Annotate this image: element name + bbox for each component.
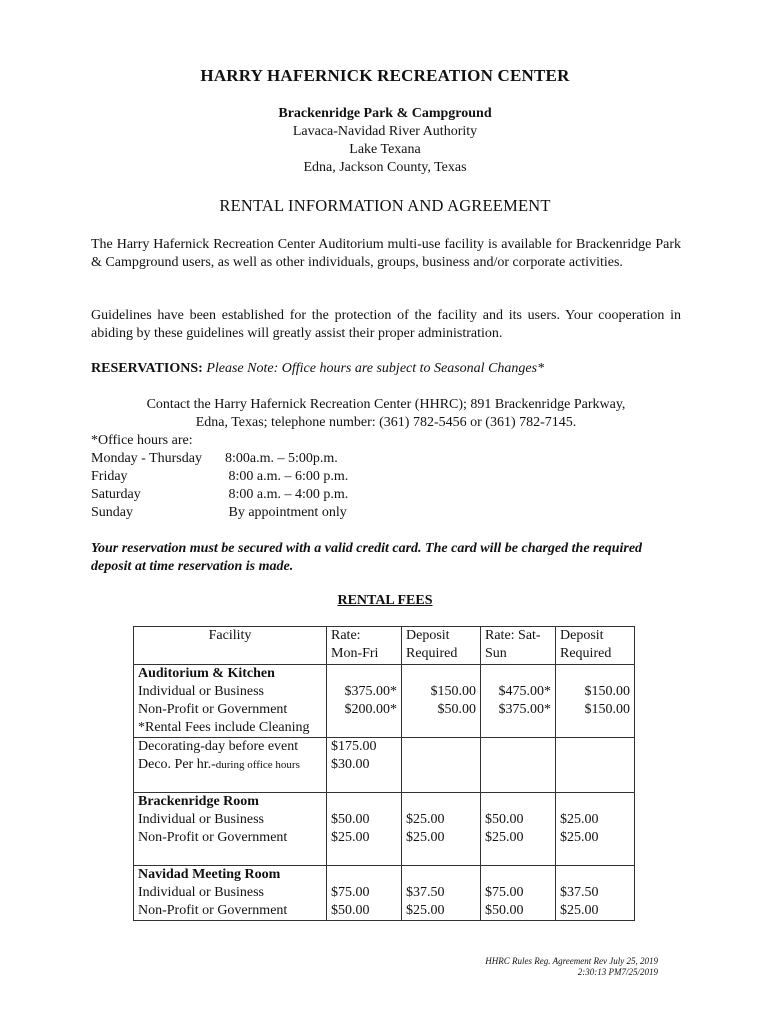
contact-info xyxy=(91,396,681,432)
navidad-rate-weekday: $75.00 $50.00 xyxy=(327,866,402,921)
authority-name: Lavaca-Navidad River Authority xyxy=(292,124,478,139)
hours-row xyxy=(91,486,348,504)
hours-day: Sunday xyxy=(91,505,133,520)
facility-brackenridge: Brackenridge Room Individual or Business Non-Profit or Government xyxy=(134,793,327,866)
rental-fees-table xyxy=(133,626,635,921)
guidelines-paragraph: Guidelines have been established for the protection of the facility and its users. Your cooperation in abiding by these guidelines will greatly assist their proper administration. xyxy=(91,308,681,341)
hours-time: 8:00 a.m. – 4:00 p.m. xyxy=(225,487,349,502)
hours-row xyxy=(91,468,348,486)
table-row xyxy=(134,866,635,921)
location: Edna, Jackson County, Texas xyxy=(303,160,467,175)
park-name: Brackenridge Park & Campground xyxy=(278,106,492,121)
brackenridge-deposit: $25.00 $25.00 xyxy=(402,793,481,866)
reservations-note: Please Note: Office hours are subject to Seasonal Changes* xyxy=(206,361,545,376)
table-header-row xyxy=(134,627,635,665)
auditorium-deposit: $150.00 $50.00 xyxy=(402,665,481,738)
hours-row xyxy=(91,504,348,522)
navidad-rate-weekend: $75.00 $50.00 xyxy=(481,866,556,921)
brackenridge-rate-weekend: $50.00 $25.00 xyxy=(481,793,556,866)
navidad-deposit-weekend: $37.50 $25.00 xyxy=(556,866,635,921)
brackenridge-rate-weekday: $50.00 $25.00 xyxy=(327,793,402,866)
hours-time: 8:00 a.m. – 6:00 p.m. xyxy=(225,469,349,484)
decorating-rate: $175.00 $30.00 xyxy=(327,738,402,793)
contact-line-1: Contact the Harry Hafernick Recreation Center (HHRC); 891 Brackenridge Parkway, xyxy=(146,397,626,412)
table-row xyxy=(134,793,635,866)
decorating-rate-weekend xyxy=(481,738,556,793)
table-row xyxy=(134,738,635,793)
hours-day: Monday - Thursday xyxy=(91,451,202,466)
brackenridge-deposit-weekend: $25.00 $25.00 xyxy=(556,793,635,866)
office-hours-label: *Office hours are: xyxy=(91,433,193,448)
hours-time: By appointment only xyxy=(225,505,347,520)
credit-card-notice: Your reservation must be secured with a valid credit card. The card will be charged the required deposit at time reservation is made. xyxy=(91,541,643,574)
header-facility: Facility xyxy=(134,627,327,665)
document-title: HARRY HAFERNICK RECREATION CENTER xyxy=(200,66,570,85)
auditorium-deposit-weekend: $150.00 $150.00 xyxy=(556,665,635,738)
header-deposit: Deposit Required xyxy=(402,627,481,665)
facility-decorating: Decorating-day before event Deco. Per hr.-during office hours xyxy=(134,738,327,793)
auditorium-rate-weekend: $475.00* $375.00* xyxy=(481,665,556,738)
header-deposit-weekend: Deposit Required xyxy=(556,627,635,665)
decorating-deposit-weekend xyxy=(556,738,635,793)
facility-navidad: Navidad Meeting Room Individual or Business Non-Profit or Government xyxy=(134,866,327,921)
reservations-line xyxy=(91,361,544,377)
header-rate-weekend: Rate: Sat- Sun xyxy=(481,627,556,665)
table-row xyxy=(134,665,635,738)
footer-line-2: 2:30:13 PM7/25/2019 xyxy=(577,967,658,977)
header-rate-weekday: Rate: Mon-Fri xyxy=(327,627,402,665)
contact-line-2: Edna, Texas; telephone number: (361) 782-5456 or (361) 782-7145. xyxy=(195,415,577,430)
navidad-deposit: $37.50 $25.00 xyxy=(402,866,481,921)
intro-paragraph: The Harry Hafernick Recreation Center Auditorium multi-use facility is available for Brackenridge Park & Campground users, as well as other individuals, groups, business and/or corporate activities. xyxy=(91,237,681,270)
agreement-heading: RENTAL INFORMATION AND AGREEMENT xyxy=(219,196,551,215)
footer-line-1: HHRC Rules Reg. Agreement Rev July 25, 2019 xyxy=(485,956,658,966)
hours-day: Friday xyxy=(91,469,128,484)
hours-time: 8:00a.m. – 5:00p.m. xyxy=(225,451,338,466)
hours-day: Saturday xyxy=(91,487,141,502)
hours-row xyxy=(91,450,348,468)
decorating-deposit xyxy=(402,738,481,793)
footer-revision xyxy=(440,956,658,978)
office-hours xyxy=(91,432,348,522)
rental-fees-title: RENTAL FEES xyxy=(337,593,433,608)
auditorium-rate-weekday: $375.00* $200.00* xyxy=(327,665,402,738)
reservations-label: RESERVATIONS: xyxy=(91,361,203,376)
lake-name: Lake Texana xyxy=(349,142,421,157)
facility-auditorium: Auditorium & Kitchen Individual or Business Non-Profit or Government *Rental Fees include Cleaning xyxy=(134,665,327,738)
